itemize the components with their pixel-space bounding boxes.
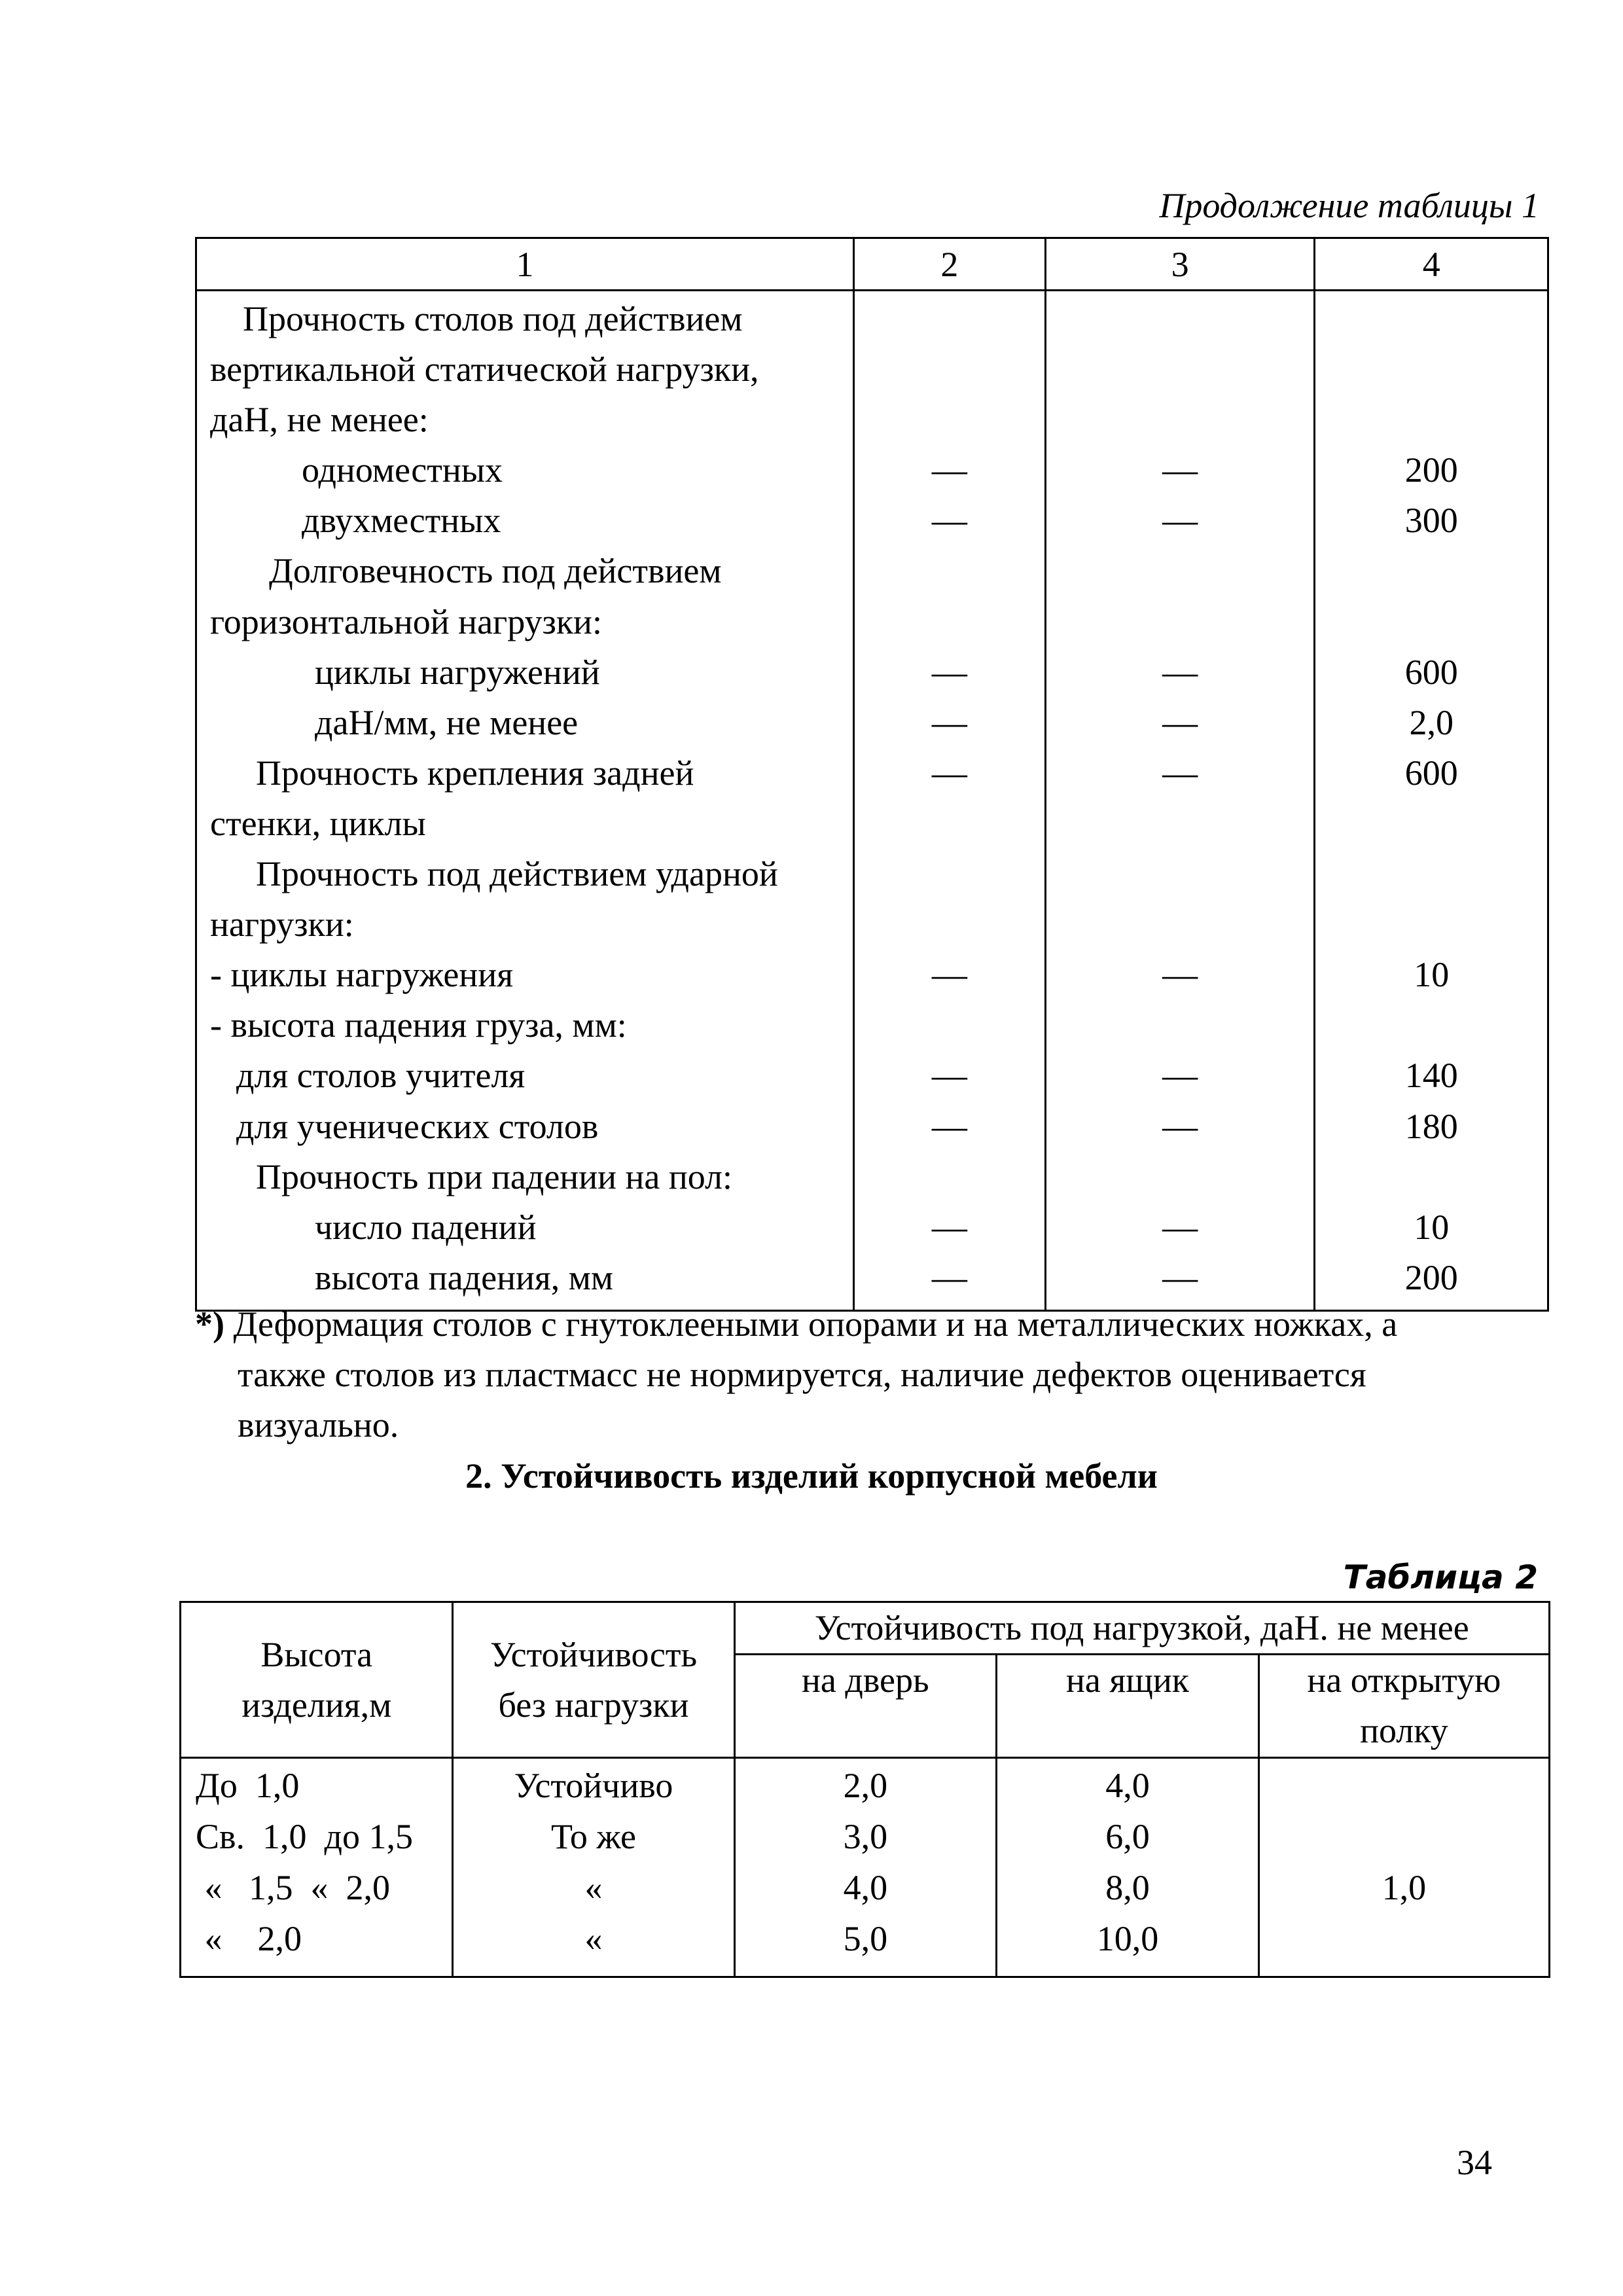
footnote-marker: *) <box>195 1304 224 1344</box>
table1-indicator-column <box>196 291 854 1311</box>
table1 <box>195 237 1549 1312</box>
table1-cell-value: — <box>931 753 967 793</box>
table1-cell-value <box>1315 798 1547 849</box>
table2-cell: « <box>584 1868 603 1907</box>
table2-cell: 2,0 <box>843 1766 888 1805</box>
table2-header-open-shelf <box>1258 1655 1549 1758</box>
table1-cell-value <box>1046 1152 1314 1202</box>
table1-continuation-caption: Продолжение таблицы 1 <box>1159 186 1539 225</box>
table1-cell-value: 140 <box>1404 1056 1458 1096</box>
table1-cell-value: — <box>1162 1257 1198 1297</box>
table1-cell-value: 10 <box>1414 1207 1450 1247</box>
table2-cell: То же <box>551 1817 636 1856</box>
table1-cell-value: 600 <box>1404 652 1458 692</box>
table1-cell-text: даН, не менее: <box>210 400 429 440</box>
table1-cell-text: для столов учителя <box>236 1056 526 1096</box>
table1-cell-value: — <box>1162 1207 1198 1247</box>
table1-cell-value: 200 <box>1404 450 1458 490</box>
table2 <box>179 1601 1550 1978</box>
table1-header-col3: 3 <box>1045 238 1315 291</box>
table2-height-column <box>181 1758 453 1977</box>
table2-door-column <box>734 1758 997 1977</box>
table1-cell-value: — <box>931 1056 967 1096</box>
table2-stability-column <box>453 1758 734 1977</box>
table1-column-2 <box>853 291 1045 1311</box>
table2-header-stability-no-load <box>453 1602 734 1758</box>
table2-caption: Таблица 2 <box>1343 1558 1538 1596</box>
table1-cell-text: - циклы нагружения <box>210 955 514 995</box>
table2-header-stability-under-load: Устойчивость под нагрузкой, даН. не менее <box>734 1602 1549 1655</box>
table1-cell-value <box>1046 899 1314 950</box>
table1-cell-text: - высота падения груза, мм: <box>210 1005 627 1045</box>
table2-header-height <box>181 1602 453 1758</box>
table2-cell <box>1260 1760 1548 1811</box>
table2-header-text: Высота <box>260 1634 373 1674</box>
table2-header-text: без нагрузки <box>498 1685 689 1725</box>
table1-cell-value: — <box>931 1257 967 1297</box>
table1-cell-value <box>1046 849 1314 899</box>
table1-cell-text: одноместных <box>302 450 503 490</box>
table1-cell-value <box>1315 597 1547 647</box>
table1-cell-value: — <box>1162 753 1198 793</box>
table2-cell: 5,0 <box>843 1919 888 1958</box>
page-number: 34 <box>1457 2143 1492 2182</box>
table1-cell-text: Прочность крепления задней <box>256 753 694 793</box>
table1-cell-value <box>1315 294 1547 344</box>
footnote-line <box>195 1299 1556 1350</box>
table2-cell: 4,0 <box>1105 1766 1150 1805</box>
table1-cell-value <box>1315 1152 1547 1202</box>
table1-cell-value <box>855 1152 1044 1202</box>
table2-header-text: на открытую <box>1307 1660 1501 1700</box>
section-title: 2. Устойчивость изделий корпусной мебели <box>465 1456 1158 1496</box>
table1-column-4 <box>1315 291 1548 1311</box>
table1-cell-value <box>1315 395 1547 445</box>
table1-cell-value: — <box>931 501 967 541</box>
table1-cell-value: 300 <box>1404 501 1458 541</box>
table2-cell: 10,0 <box>1096 1919 1159 1958</box>
table1-cell-value: 180 <box>1404 1106 1458 1146</box>
table2-header-door: на дверь <box>734 1655 997 1758</box>
table1-cell-value <box>1046 1000 1314 1050</box>
table1-cell-text: для ученических столов <box>236 1106 599 1146</box>
table1-cell-value: — <box>931 1106 967 1146</box>
table1-cell-text: число падений <box>315 1207 537 1247</box>
table1-cell-text: Прочность при падении на пол: <box>256 1157 732 1196</box>
table2-drawer-column <box>997 1758 1259 1977</box>
table1-cell-value <box>855 597 1044 647</box>
table1-cell-text: Долговечность под действием <box>269 551 722 591</box>
table1-cell-text: высота падения, мм <box>315 1257 614 1297</box>
table2-open-shelf-value: 1,0 <box>1382 1868 1427 1907</box>
table1-column-3 <box>1045 291 1315 1311</box>
table1-cell-value <box>855 395 1044 445</box>
table1-cell-value <box>1046 395 1314 445</box>
table1-cell-value <box>1046 597 1314 647</box>
table1-cell-value <box>1315 344 1547 395</box>
table2-cell: 3,0 <box>843 1817 888 1856</box>
table1-cell-value: — <box>931 652 967 692</box>
table1-cell-value: — <box>1162 652 1198 692</box>
table1-cell-value <box>1046 798 1314 849</box>
table2-cell: « 2,0 <box>196 1919 302 1958</box>
table2-body-row <box>181 1758 1550 1977</box>
table2-cell <box>1260 1811 1548 1862</box>
table1-cell-value <box>855 344 1044 395</box>
table1-cell-value: — <box>931 1207 967 1247</box>
table1-cell-value: 200 <box>1404 1257 1458 1297</box>
table1-cell-value <box>1315 899 1547 950</box>
table1-cell-value: — <box>1162 955 1198 995</box>
table1-cell-text: Прочность столов под действием <box>243 299 743 338</box>
table1-cell-value <box>855 849 1044 899</box>
table1-header-row <box>196 238 1548 291</box>
table1-cell-text: вертикальной статической нагрузки, <box>210 350 759 389</box>
table1-cell-text: нагрузки: <box>210 905 354 944</box>
table1-cell-value: 10 <box>1414 955 1450 995</box>
table1-cell-value <box>1315 849 1547 899</box>
table2-cell: 4,0 <box>843 1868 888 1907</box>
table2-header-drawer: на ящик <box>997 1655 1259 1758</box>
table2-open-shelf-column <box>1258 1758 1549 1977</box>
footnote-text: Деформация столов с гнутоклееными опорами и на металлических ножках, а <box>233 1304 1398 1344</box>
table2-cell: 6,0 <box>1105 1817 1150 1856</box>
table2-header-row <box>181 1602 1550 1655</box>
table1-cell-value <box>1315 1000 1547 1050</box>
table1-cell-value <box>855 798 1044 849</box>
table1-cell-text: стенки, циклы <box>210 803 426 843</box>
table2-cell: « 1,5 « 2,0 <box>196 1868 390 1907</box>
footnote <box>195 1299 1556 1450</box>
table2-cell: Св. 1,0 до 1,5 <box>196 1817 413 1856</box>
table1-header-col2: 2 <box>853 238 1045 291</box>
table1-cell-value <box>1046 294 1314 344</box>
table1-cell-value: — <box>1162 501 1198 541</box>
table1-cell-value <box>855 546 1044 596</box>
table1-cell-value: — <box>931 955 967 995</box>
table1-cell-value: — <box>1162 450 1198 490</box>
table2-cell: 8,0 <box>1105 1868 1150 1907</box>
footnote-line: визуально. <box>238 1405 399 1444</box>
table1-cell-value <box>855 1000 1044 1050</box>
table1-cell-value <box>1046 546 1314 596</box>
table1-cell-value: — <box>1162 1056 1198 1096</box>
table1-header-col4: 4 <box>1315 238 1548 291</box>
table1-cell-value: 600 <box>1404 753 1458 793</box>
table1-cell-value: — <box>1162 1106 1198 1146</box>
table1-cell-text: горизонтальной нагрузки: <box>210 601 602 641</box>
table1-cell-text: циклы нагружений <box>315 652 600 692</box>
table2-cell: До 1,0 <box>196 1766 300 1805</box>
table1-cell-value <box>1315 546 1547 596</box>
table1-cell-value <box>855 899 1044 950</box>
table1-cell-value: 2,0 <box>1409 702 1454 742</box>
table1-cell-value: — <box>1162 702 1198 742</box>
table1-cell-value: — <box>931 450 967 490</box>
table2-header-text: изделия,м <box>241 1685 392 1725</box>
table2-cell: « <box>584 1919 603 1958</box>
table1-header-col1: 1 <box>196 238 854 291</box>
table1-cell-text: даН/мм, не менее <box>315 702 579 742</box>
table1-body-row <box>196 291 1548 1311</box>
table2-cell <box>1260 1913 1548 1964</box>
table1-cell-text: двухместных <box>302 501 501 541</box>
table1-cell-value <box>855 294 1044 344</box>
table1-cell-text: Прочность под действием ударной <box>256 854 778 894</box>
table2-cell: Устойчиво <box>514 1766 673 1805</box>
table2-header-text: полку <box>1360 1711 1448 1750</box>
table1-cell-value <box>1046 344 1314 395</box>
table1-cell-value: — <box>931 702 967 742</box>
table2-header-text: Устойчивость <box>490 1634 698 1674</box>
footnote-line: также столов из пластмасс не нормируется, наличие дефектов оценивается <box>238 1355 1366 1394</box>
